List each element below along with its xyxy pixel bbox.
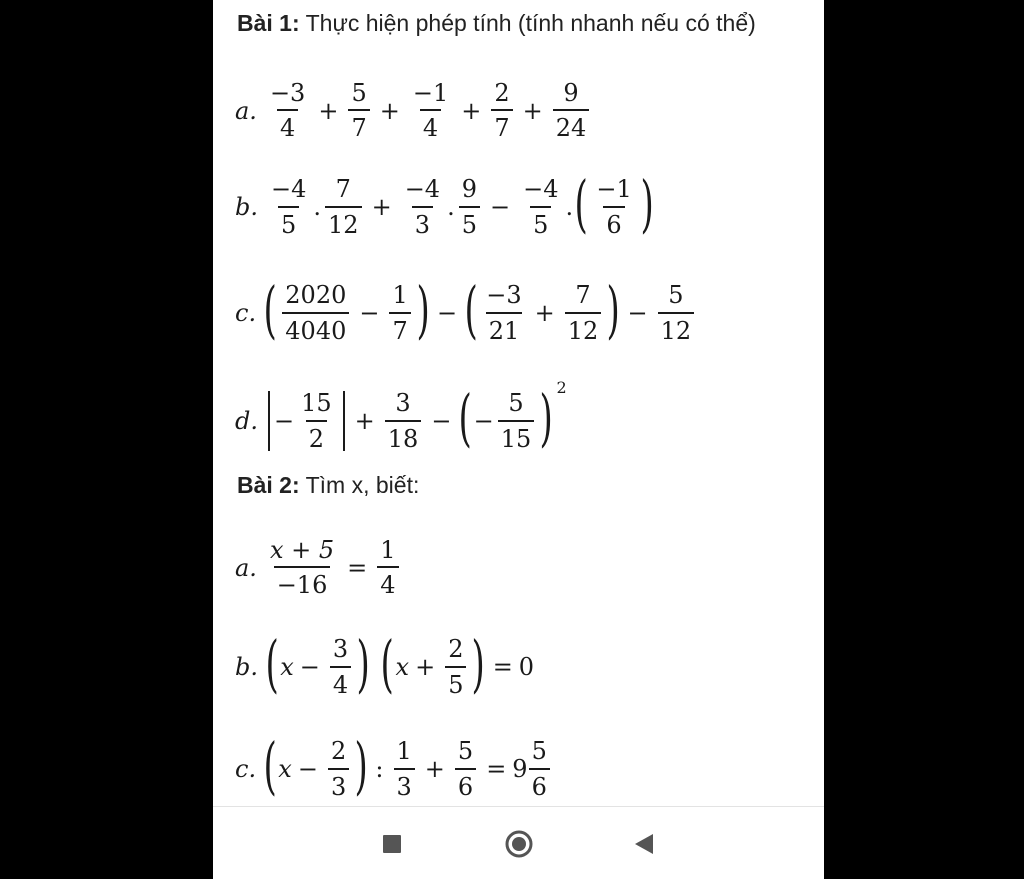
fraction (394, 738, 415, 800)
left-paren: ( (458, 381, 473, 454)
fraction (267, 80, 308, 142)
numerator: 2 (448, 635, 464, 664)
fraction (402, 176, 443, 238)
triangle-icon (633, 833, 655, 855)
abs-bar-left (268, 391, 270, 451)
variable-x: x (280, 653, 294, 681)
operator: + (424, 755, 445, 783)
operator: − (297, 755, 318, 783)
left-paren: ( (380, 627, 395, 700)
numerator: −1 (412, 79, 449, 107)
operator: + (415, 653, 436, 681)
bai2-b (235, 627, 535, 700)
fraction (348, 80, 369, 142)
bai1-title: Bài 1: (237, 10, 300, 36)
numerator: x + 5 (269, 536, 335, 564)
denominator: 15 (498, 420, 535, 452)
right-paren: ) (354, 729, 368, 802)
circle-icon (504, 829, 534, 859)
bai1-b (235, 167, 655, 240)
numerator: −4 (404, 175, 441, 204)
fraction (445, 636, 466, 698)
operator: + (354, 407, 375, 435)
label: a. (235, 96, 257, 125)
denominator: 4 (330, 666, 351, 698)
denominator: 3 (412, 206, 433, 238)
denominator: 5 (530, 206, 551, 238)
fraction (325, 176, 362, 238)
denominator: 5 (445, 666, 466, 698)
bai1-d (235, 377, 567, 454)
denominator: 7 (491, 109, 512, 141)
right-paren: ) (416, 273, 430, 346)
label: b. (235, 653, 258, 681)
dot-operator: . (313, 193, 322, 221)
denominator: 7 (389, 312, 410, 344)
fraction (268, 176, 309, 238)
label: a. (235, 553, 257, 582)
left-paren: ( (263, 273, 277, 346)
operator: − (436, 299, 458, 327)
fraction (410, 80, 451, 142)
label: b. (235, 193, 258, 221)
numerator: 3 (395, 389, 411, 418)
numerator: 1 (392, 281, 408, 310)
numerator: 9 (461, 175, 477, 204)
left-paren: ( (263, 729, 277, 802)
variable-x: x (395, 653, 410, 681)
bai1-a (235, 80, 593, 142)
exponent: 2 (556, 377, 567, 397)
page-content (213, 0, 824, 806)
operator: − (431, 407, 452, 435)
fraction (282, 282, 349, 344)
fraction (298, 390, 335, 452)
denominator: −16 (274, 566, 331, 598)
denominator: 4 (420, 109, 441, 141)
left-paren: ( (574, 167, 588, 240)
operator: − (490, 193, 511, 221)
fraction (593, 176, 634, 238)
numerator: 2 (330, 737, 347, 766)
android-nav-bar (213, 806, 824, 879)
left-paren: ( (265, 627, 279, 700)
numerator: −4 (271, 175, 307, 204)
bai2-heading (237, 472, 419, 499)
denominator: 12 (325, 206, 362, 238)
fraction (658, 282, 695, 344)
fraction (330, 636, 351, 698)
denominator: 24 (553, 109, 590, 141)
minus-sign: − (274, 407, 295, 435)
numerator: 5 (457, 737, 474, 766)
bai2-title: Bài 2: (237, 472, 300, 498)
colon-operator: : (375, 755, 384, 783)
bai1-heading (237, 10, 756, 37)
fraction (377, 537, 398, 599)
fraction (483, 282, 524, 344)
bai2-c (235, 729, 554, 802)
bai1-text: Thực hiện phép tính (tính nhanh nếu có thể) (299, 10, 756, 36)
denominator: 4 (277, 109, 298, 141)
denominator: 4 (377, 566, 398, 598)
equals-sign: = (486, 755, 507, 783)
denominator: 18 (385, 420, 422, 452)
mixed-whole: 9 (512, 755, 528, 783)
back-button[interactable] (627, 827, 661, 861)
label: d. (235, 407, 258, 435)
fraction (328, 738, 349, 800)
operator: + (318, 96, 339, 125)
numerator: 2020 (285, 281, 347, 310)
label: c. (235, 755, 257, 783)
denominator: 6 (529, 768, 550, 800)
operator: − (627, 299, 648, 327)
bai2-a (235, 537, 403, 599)
variable-x: x (278, 755, 292, 783)
fraction (491, 80, 512, 142)
fraction (553, 80, 590, 142)
bai2-text: Tìm x, biết: (299, 472, 420, 498)
fraction (385, 390, 422, 452)
right-paren: ) (356, 627, 370, 700)
fraction (389, 282, 410, 344)
numerator: 1 (396, 737, 412, 766)
denominator: 12 (658, 312, 695, 344)
fraction (267, 537, 337, 599)
left-paren: ( (464, 273, 478, 346)
denominator: 6 (455, 768, 476, 800)
operator: + (461, 96, 482, 125)
denominator: 2 (306, 420, 327, 452)
fraction (459, 176, 480, 238)
denominator: 6 (603, 206, 624, 238)
numerator: 5 (351, 79, 367, 107)
numerator: −4 (523, 175, 559, 204)
equals-sign: = (492, 653, 513, 681)
denominator: 5 (278, 206, 299, 238)
dot-operator: . (447, 193, 455, 221)
numerator: 7 (575, 281, 591, 310)
denominator: 4040 (282, 312, 349, 344)
operator: − (359, 299, 380, 327)
numerator: −1 (596, 175, 632, 204)
numerator: 5 (668, 281, 684, 310)
operator: + (534, 299, 555, 327)
recent-apps-button[interactable] (375, 827, 409, 861)
square-icon (382, 834, 402, 854)
numerator: −3 (486, 281, 522, 310)
denominator: 3 (328, 768, 349, 800)
fraction (565, 282, 602, 344)
label: c. (235, 299, 257, 327)
fraction (498, 390, 535, 452)
phone-screen (213, 0, 824, 879)
equals-sign: = (347, 553, 368, 582)
numerator: 3 (332, 635, 349, 664)
denominator: 7 (348, 109, 369, 141)
numerator: 9 (563, 79, 579, 107)
numerator: −3 (269, 79, 306, 107)
fraction (529, 738, 550, 800)
right-paren: ) (606, 273, 621, 346)
bai1-c (235, 273, 698, 346)
right-paren: ) (539, 381, 554, 454)
rhs-value: 0 (518, 653, 535, 681)
home-button[interactable] (502, 827, 536, 861)
denominator: 21 (486, 312, 523, 344)
numerator: 5 (531, 737, 547, 766)
numerator: 2 (494, 79, 510, 107)
numerator: 7 (335, 175, 351, 204)
numerator: 5 (508, 389, 524, 418)
right-paren: ) (640, 167, 654, 240)
fraction (455, 738, 476, 800)
denominator: 5 (459, 206, 480, 238)
numerator: 15 (301, 389, 332, 418)
minus-sign: − (473, 407, 494, 435)
operator: + (522, 96, 543, 125)
operator: + (379, 96, 400, 125)
denominator: 12 (565, 312, 602, 344)
denominator: 3 (394, 768, 415, 800)
dot-operator: . (565, 193, 574, 221)
operator: − (299, 653, 320, 681)
operator: + (371, 193, 392, 221)
fraction (520, 176, 561, 238)
numerator: 1 (380, 536, 396, 564)
right-paren: ) (471, 627, 486, 700)
abs-bar-right (343, 391, 345, 451)
